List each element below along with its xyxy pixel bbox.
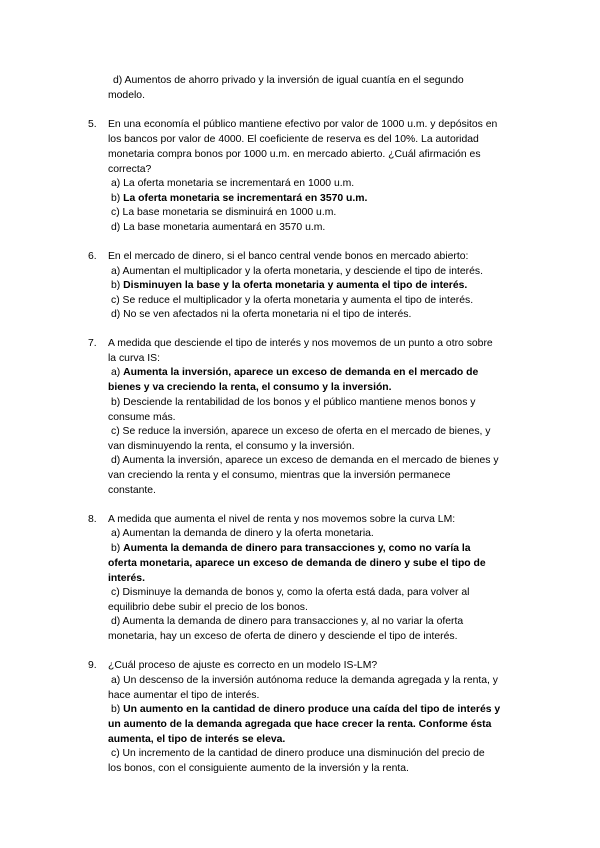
correct-answer: Un aumento en la cantidad de dinero produce una caída del tipo de interés y bbox=[123, 704, 501, 715]
q8-option-b-line-3: interés. bbox=[108, 573, 145, 584]
q5-stem-line-2: los bancos por valor de 4000. El coeficiente de reserva es del 10%. La autoridad bbox=[108, 134, 479, 145]
question-number: 9. bbox=[88, 660, 97, 671]
q5-option-a: a) La oferta monetaria se incrementará en 1000 u.m. bbox=[111, 178, 355, 189]
q9-option-b-line-3: aumenta, el tipo de interés se eleva. bbox=[108, 734, 286, 745]
q8-option-b-line-2: oferta monetaria, aparece un exceso de demanda de dinero y sube el tipo de bbox=[108, 558, 486, 569]
q5-stem-line-1: En una economía el público mantiene efectivo por valor de 1000 u.m. y depósitos en bbox=[108, 119, 498, 130]
q8-option-a: a) Aumentan la demanda de dinero y la oferta monetaria. bbox=[111, 528, 374, 539]
q5-option-b: b) La oferta monetaria se incrementará en 3570 u.m. bbox=[111, 193, 368, 204]
q7-option-a-line-2: bienes y va creciendo la renta, el consumo y la inversión. bbox=[108, 382, 392, 393]
q4-option-d-line-1: d) Aumentos de ahorro privado y la inversión de igual cuantía en el segundo bbox=[113, 75, 464, 86]
q8-option-b-line-1: b) Aumenta la demanda de dinero para transacciones y, como no varía la bbox=[111, 543, 471, 554]
question-number: 6. bbox=[88, 251, 97, 262]
q7-option-d-line-3: constante. bbox=[108, 485, 156, 496]
q9-option-b-line-1: b) Un aumento en la cantidad de dinero produce una caída del tipo de interés y bbox=[111, 704, 501, 715]
q6-option-c: c) Se reduce el multiplicador y la oferta monetaria y aumenta el tipo de interés. bbox=[111, 295, 474, 306]
q6-option-a: a) Aumentan el multiplicador y la oferta monetaria, y desciende el tipo de interés. bbox=[111, 266, 483, 277]
q8-option-c-line-1: c) Disminuye la demanda de bonos y, como la oferta está dada, para volver al bbox=[111, 587, 470, 598]
correct-answer: Aumenta la demanda de dinero para transacciones y, como no varía la bbox=[123, 543, 471, 554]
q8-option-d-line-2: monetaria, hay un exceso de oferta de dinero y desciende el tipo de interés. bbox=[108, 631, 458, 642]
q6-stem: En el mercado de dinero, si el banco central vende bonos en mercado abierto: bbox=[108, 251, 469, 262]
q9-stem: ¿Cuál proceso de ajuste es correcto en un modelo IS-LM? bbox=[108, 660, 378, 671]
question-number: 7. bbox=[88, 338, 97, 349]
q9-option-c-line-2: los bonos, con el consiguiente aumento de la inversión y la renta. bbox=[108, 763, 409, 774]
q5-stem-line-3: monetaria compra bonos por 1000 u.m. en mercado abierto. ¿Cuál afirmación es bbox=[108, 149, 481, 160]
q4-option-d-line-2: modelo. bbox=[108, 90, 145, 101]
q7-option-a-line-1: a) Aumenta la inversión, aparece un exceso de demanda en el mercado de bbox=[111, 367, 479, 378]
correct-answer: Aumenta la inversión, aparece un exceso de demanda en el mercado de bbox=[123, 367, 479, 378]
q7-option-c-line-2: van disminuyendo la renta, el consumo y la inversión. bbox=[108, 441, 355, 452]
q9-option-a-line-2: hace aumentar el tipo de interés. bbox=[108, 690, 260, 701]
q5-option-c: c) La base monetaria se disminuirá en 1000 u.m. bbox=[111, 207, 337, 218]
q6-option-d: d) No se ven afectados ni la oferta monetaria ni el tipo de interés. bbox=[111, 309, 412, 320]
q7-option-b-line-2: consume más. bbox=[108, 412, 176, 423]
q9-option-b-line-2: un aumento de la demanda agregada que hace crecer la renta. Conforme ésta bbox=[108, 719, 492, 730]
q9-option-c-line-1: c) Un incremento de la cantidad de dinero produce una disminución del precio de bbox=[111, 748, 485, 759]
q7-stem-line-1: A medida que desciende el tipo de interés y nos movemos de un punto a otro sobre bbox=[108, 338, 493, 349]
correct-answer: La oferta monetaria se incrementará en 3570 u.m. bbox=[123, 193, 368, 204]
q7-option-c-line-1: c) Se reduce la inversión, aparece un exceso de oferta en el mercado de bienes, y bbox=[111, 426, 491, 437]
q7-option-d-line-2: van creciendo la renta y el consumo, mientras que la inversión permanece bbox=[108, 470, 451, 481]
q5-stem-line-4: correcta? bbox=[108, 164, 152, 175]
q6-option-b: b) Disminuyen la base y la oferta monetaria y aumenta el tipo de interés. bbox=[111, 280, 468, 291]
q7-option-d-line-1: d) Aumenta la inversión, aparece un exceso de demanda en el mercado de bienes y bbox=[111, 455, 499, 466]
question-number: 5. bbox=[88, 119, 97, 130]
q5-option-d: d) La base monetaria aumentará en 3570 u.m. bbox=[111, 222, 326, 233]
q7-stem-line-2: la curva IS: bbox=[108, 353, 160, 364]
q7-option-b-line-1: b) Desciende la rentabilidad de los bonos y el público mantiene menos bonos y bbox=[111, 397, 476, 408]
q8-stem: A medida que aumenta el nivel de renta y nos movemos sobre la curva LM: bbox=[108, 514, 456, 525]
q9-option-a-line-1: a) Un descenso de la inversión autónoma reduce la demanda agregada y la renta, y bbox=[111, 675, 499, 686]
q8-option-d-line-1: d) Aumenta la demanda de dinero para transacciones y, al no variar la oferta bbox=[111, 616, 464, 627]
correct-answer: Disminuyen la base y la oferta monetaria y aumenta el tipo de interés. bbox=[123, 280, 468, 291]
question-number: 8. bbox=[88, 514, 97, 525]
q8-option-c-line-2: equilibrio debe subir el precio de los bonos. bbox=[108, 602, 308, 613]
